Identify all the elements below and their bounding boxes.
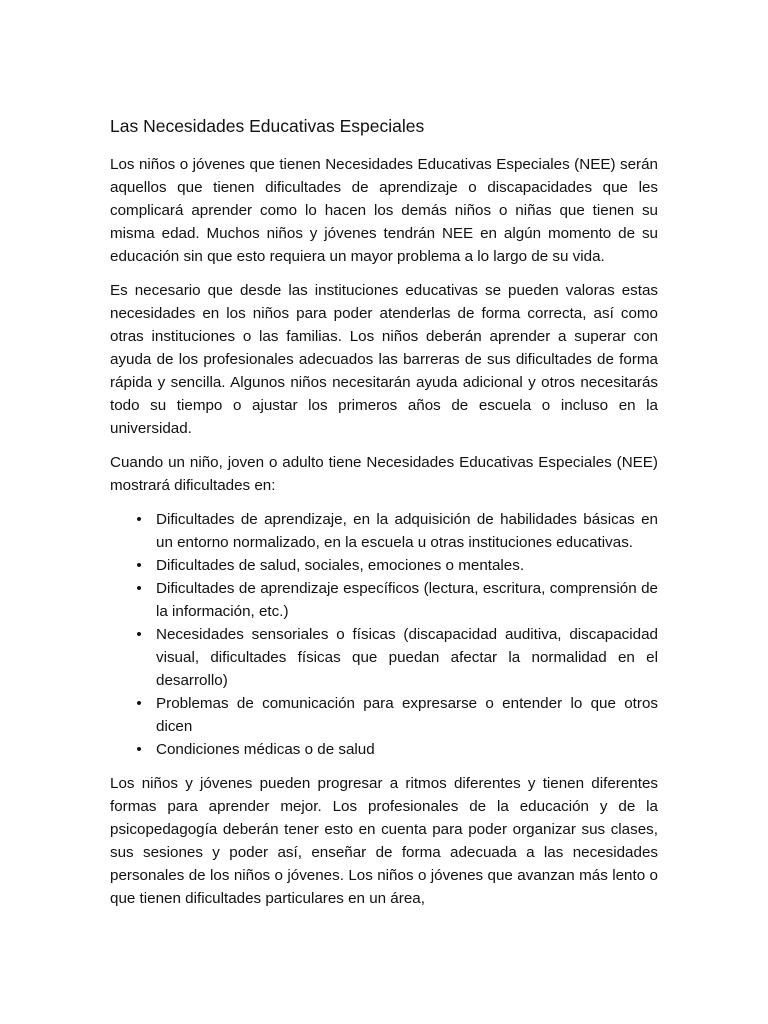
bullet-icon: • [136,511,142,528]
paragraph-assessment: Es necesario que desde las instituciones educativas se pueden valoras estas necesidades en los niños para poder atenderlas de forma correcta, así como otras instituciones o las familias. Los niños deberán aprender a superar con ayuda de los profesionales adecuados las barreras de sus dificultades de forma rápida y sencilla. Algunos niños necesitarán ayuda adicional y otros necesitarás todo su tiempo o ajustar los primeros años de escuela o incluso en la universidad. [110,282,658,437]
document-page [110,114,658,921]
list-item [110,577,658,623]
bullet-icon: • [136,741,142,758]
list-item-text: Dificultades de aprendizaje, en la adquisición de habilidades básicas en un entorno normalizado, en la escuela u otras instituciones educativas. [156,511,658,551]
list-item [110,623,658,692]
list-item-text: Condiciones médicas o de salud [156,741,375,758]
paragraph-intro: Los niños o jóvenes que tienen Necesidades Educativas Especiales (NEE) serán aquellos que tienen dificultades de aprendizaje o discapacidades que les complicará aprender como lo hacen los demás niños o niñas que tienen su misma edad. Muchos niños y jóvenes tendrán NEE en algún momento de su educación sin que esto requiera un mayor problema a lo largo de su vida. [110,156,658,265]
list-item-text: Dificultades de aprendizaje específicos (lectura, escritura, comprensión de la información, etc.) [156,580,658,620]
list-item [110,508,658,554]
list-item [110,554,658,577]
list-item [110,692,658,738]
list-item-text: Necesidades sensoriales o físicas (discapacidad auditiva, discapacidad visual, dificultades físicas que puedan afectar la normalidad en el desarrollo) [156,626,658,689]
document-title: Las Necesidades Educativas Especiales [110,116,425,136]
paragraph-difficulties-lead: Cuando un niño, joven o adulto tiene Necesidades Educativas Especiales (NEE) mostrará dificultades en: [110,454,658,494]
list-item [110,738,658,761]
difficulties-list [110,508,658,761]
bullet-icon: • [136,695,142,712]
bullet-icon: • [136,580,142,597]
paragraph-closing: Los niños y jóvenes pueden progresar a ritmos diferentes y tienen diferentes formas para aprender mejor. Los profesionales de la educación y de la psicopedagogía deberán tener esto en cuenta para poder organizar sus clases, sus sesiones y poder así, enseñar de forma adecuada a las necesidades personales de los niños o jóvenes. Los niños o jóvenes que avanzan más lento o que tienen dificultades particulares en un área, [110,775,658,907]
list-item-text: Problemas de comunicación para expresarse o entender lo que otros dicen [156,695,658,735]
list-item-text: Dificultades de salud, sociales, emociones o mentales. [156,557,525,574]
bullet-icon: • [136,626,142,643]
bullet-icon: • [136,557,142,574]
